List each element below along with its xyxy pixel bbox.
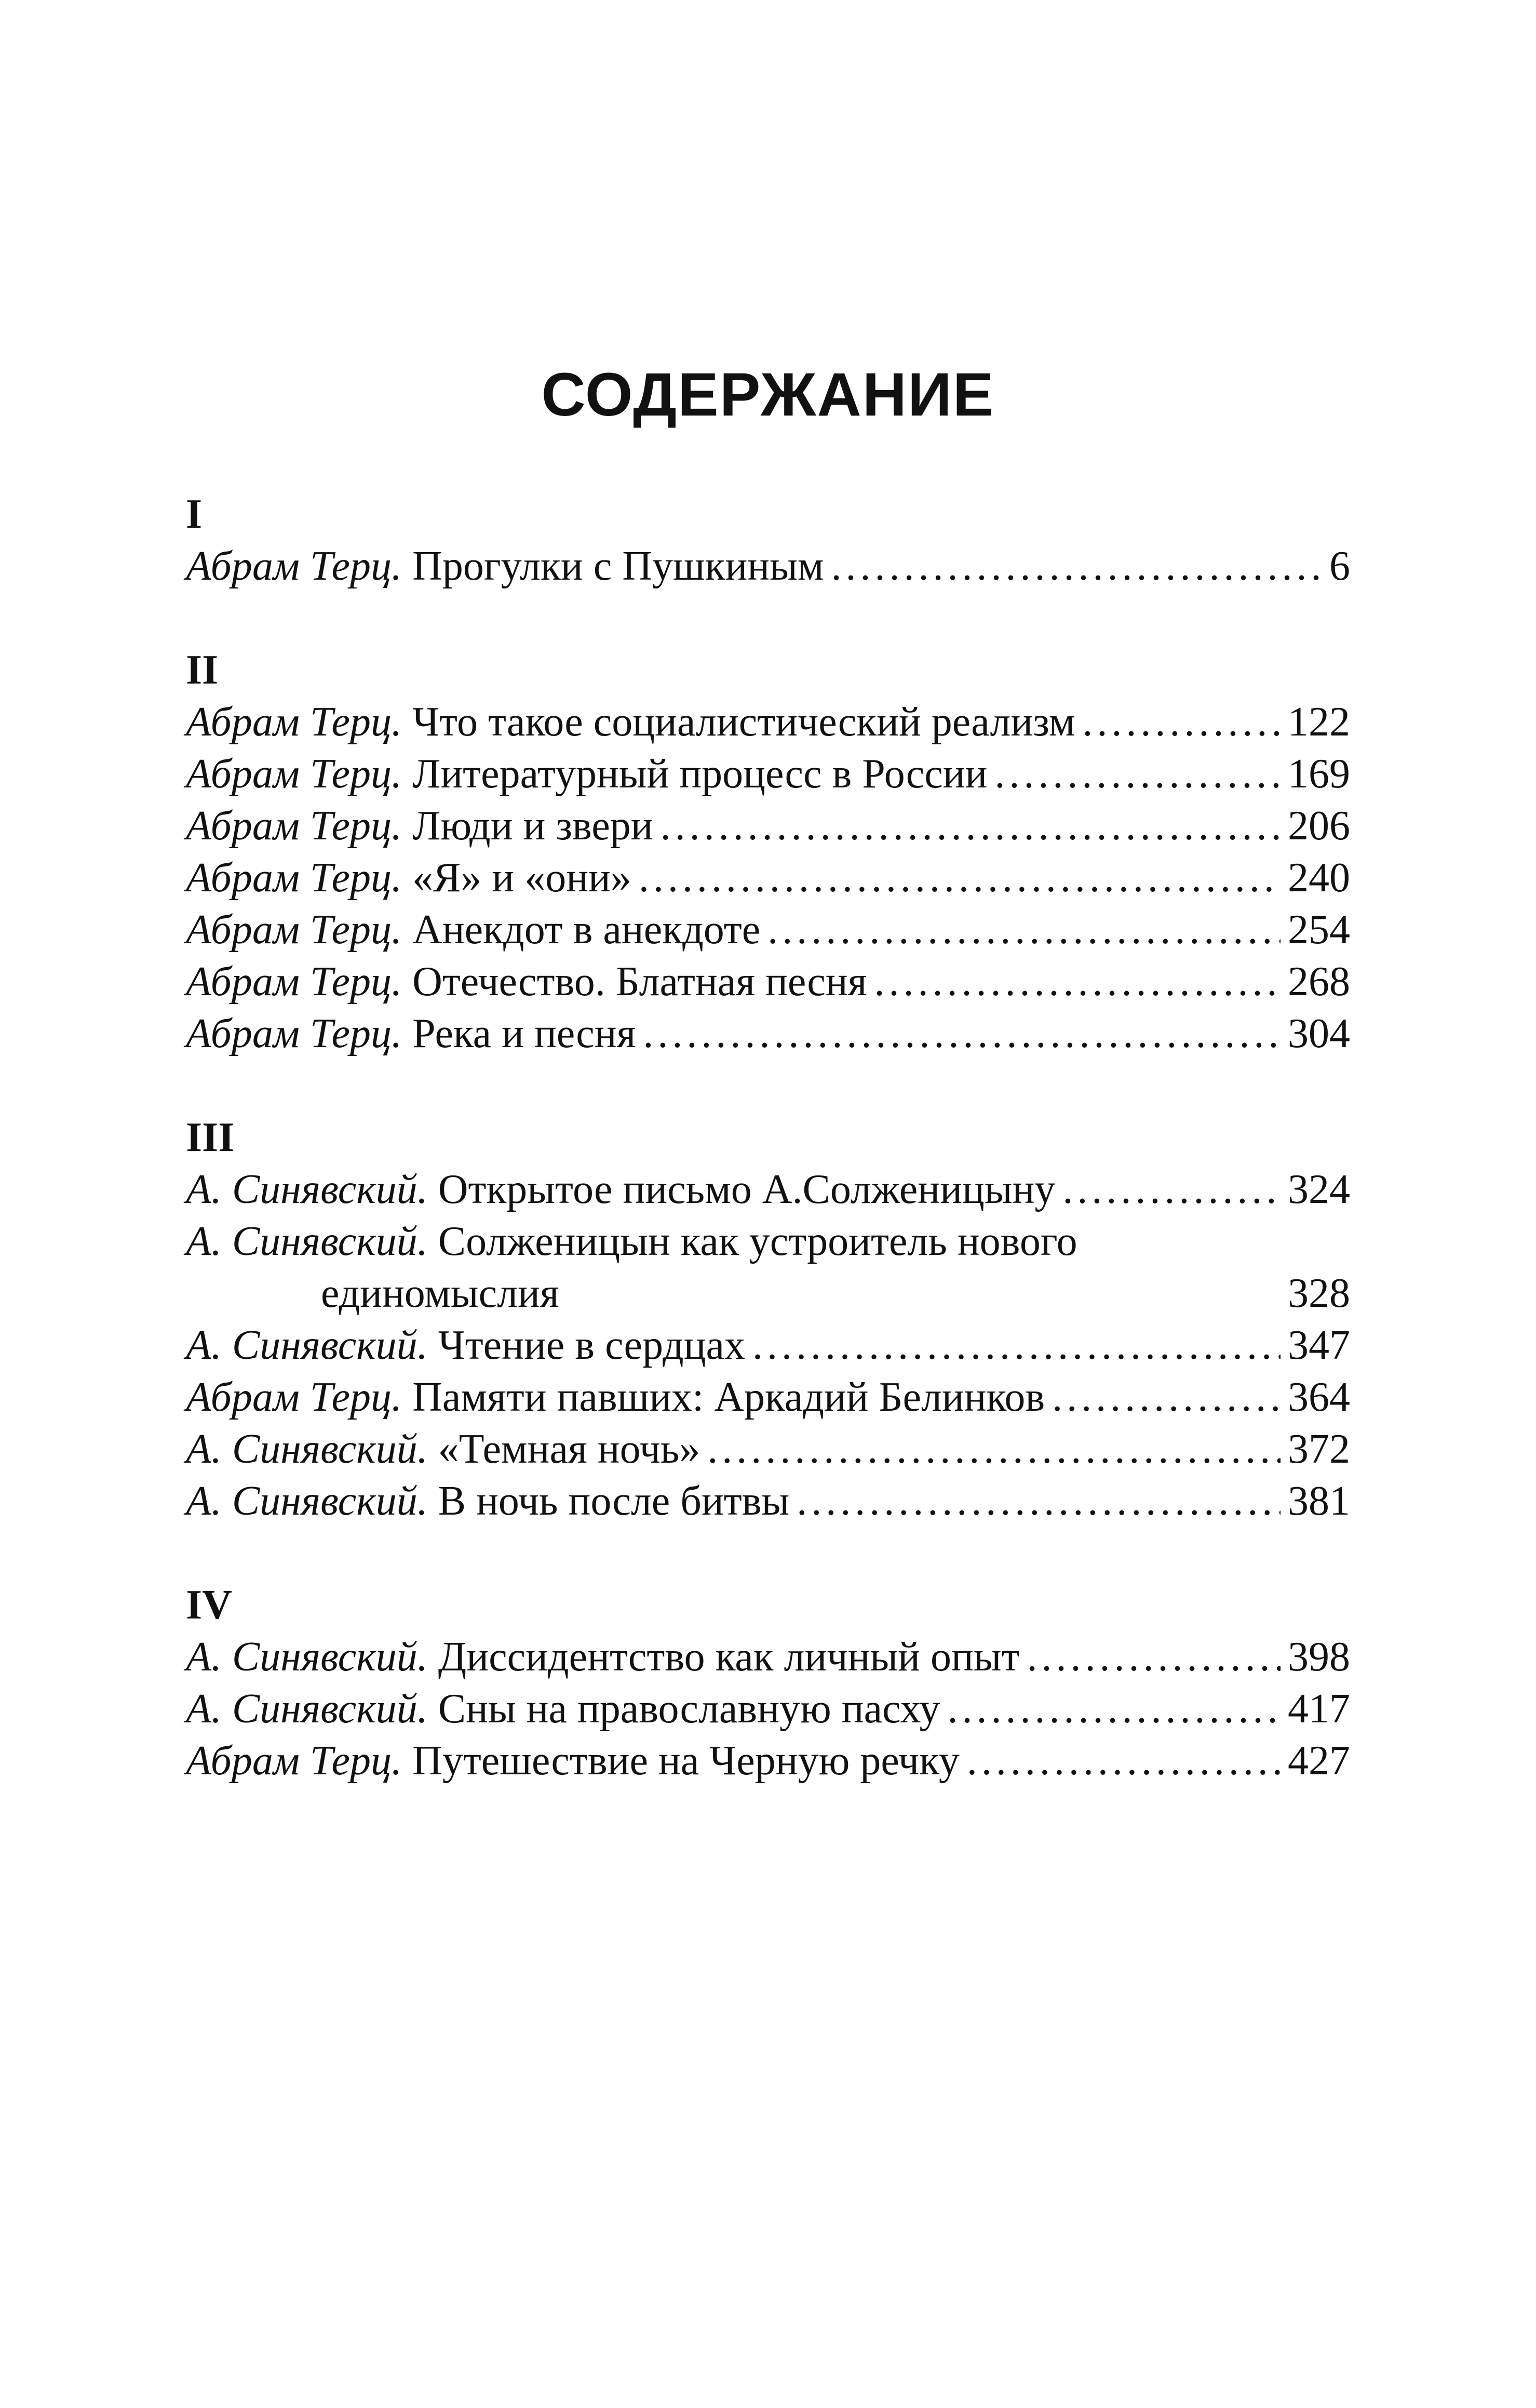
toc-section: [186, 644, 1350, 1060]
section-number: III: [186, 1115, 235, 1160]
toc-entry: [186, 1475, 1350, 1527]
entry-title: Памяти павших: Аркадий Белинков: [412, 1374, 1045, 1420]
entry-title: Что такое социалистический реализм: [412, 699, 1075, 745]
dot-leader: [639, 852, 1281, 904]
dot-leader: [967, 1735, 1281, 1787]
entry-continuation: [186, 1267, 1350, 1319]
toc-entry: [186, 852, 1350, 904]
toc-entry: [186, 1631, 1350, 1683]
entry-page: 304: [1288, 1011, 1350, 1056]
entry-title: Анекдот в анекдоте: [412, 907, 761, 953]
toc-entry: [186, 1423, 1350, 1475]
entry-author: Абрам Терц.: [186, 855, 402, 901]
toc-section: [186, 1579, 1350, 1787]
toc-entry: [186, 800, 1350, 852]
toc-entry: [186, 1735, 1350, 1787]
dot-leader: [797, 1475, 1281, 1527]
dot-leader: [948, 1683, 1281, 1735]
dot-leader: [1052, 1371, 1281, 1423]
toc-entry: [186, 1163, 1350, 1215]
dot-leader: [643, 1008, 1281, 1060]
dot-leader: [661, 800, 1281, 852]
entry-page: 381: [1288, 1478, 1350, 1524]
toc-section: [186, 1112, 1350, 1527]
entry-author: А. Синявский.: [186, 1426, 428, 1472]
dot-leader: [752, 1319, 1281, 1371]
entry-page: 324: [1288, 1167, 1350, 1212]
entry-page: 240: [1288, 855, 1350, 901]
dot-leader: [707, 1423, 1281, 1475]
entry-title: Солженицын как устроитель нового: [438, 1219, 1077, 1264]
dot-leader: [1062, 1163, 1281, 1215]
entry-title: «Я» и «они»: [412, 855, 631, 901]
entry-author: Абрам Терц.: [186, 1374, 402, 1420]
entry-title: Открытое письмо А.Солженицыну: [438, 1167, 1056, 1212]
entry-page: 328: [1288, 1270, 1350, 1316]
entry-page: 417: [1288, 1686, 1350, 1732]
toc-entry: [186, 904, 1350, 956]
toc-entry: [186, 1319, 1350, 1371]
dot-leader: [874, 956, 1281, 1008]
toc-entry: [186, 696, 1350, 748]
entry-title: В ночь после битвы: [438, 1478, 790, 1524]
toc-entry: [186, 540, 1350, 592]
entry-page: 6: [1329, 543, 1350, 589]
entry-page: 427: [1288, 1738, 1350, 1784]
entry-title: «Темная ночь»: [438, 1426, 700, 1472]
entry-title: Литературный процесс в России: [412, 751, 988, 797]
entry-page: 364: [1288, 1374, 1350, 1420]
entry-title: Люди и звери: [412, 803, 653, 849]
table-of-contents: [186, 488, 1350, 1787]
entry-author: Абрам Терц.: [186, 959, 402, 1005]
entry-title-continued: единомыслия: [321, 1270, 559, 1316]
entry-author: А. Синявский.: [186, 1322, 428, 1368]
entry-title: Река и песня: [412, 1011, 636, 1056]
entry-page: 169: [1288, 751, 1350, 797]
entry-author: А. Синявский.: [186, 1478, 428, 1524]
section-number: I: [186, 491, 203, 537]
toc-entry: [186, 1008, 1350, 1060]
entry-page: 268: [1288, 959, 1350, 1005]
entry-page: 372: [1288, 1426, 1350, 1472]
entry-page: 398: [1288, 1634, 1350, 1680]
page-title: СОДЕРЖАНИЕ: [541, 360, 995, 429]
entry-author: Абрам Терц.: [186, 751, 402, 797]
entry-author: Абрам Терц.: [186, 907, 402, 953]
toc-section: [186, 488, 1350, 592]
dot-leader: [831, 540, 1322, 592]
toc-entry: [186, 1215, 1350, 1319]
entry-author: А. Синявский.: [186, 1219, 428, 1264]
dot-leader: [994, 748, 1281, 800]
entry-title: Прогулки с Пушкиным: [412, 543, 824, 589]
entry-author: Абрам Терц.: [186, 1738, 402, 1784]
toc-entry: [186, 1683, 1350, 1735]
entry-author: А. Синявский.: [186, 1167, 428, 1212]
dot-leader: [767, 904, 1281, 956]
entry-author: Абрам Терц.: [186, 543, 402, 589]
entry-page: 254: [1288, 907, 1350, 953]
entry-page: 347: [1288, 1322, 1350, 1368]
entry-first-line: [186, 1215, 1350, 1267]
entry-author: Абрам Терц.: [186, 1011, 402, 1056]
entry-author: А. Синявский.: [186, 1686, 428, 1732]
toc-entry: [186, 748, 1350, 800]
entry-title: Чтение в сердцах: [438, 1322, 746, 1368]
toc-entry: [186, 1371, 1350, 1423]
entry-title: Отечество. Блатная песня: [412, 959, 867, 1005]
entry-page: 206: [1288, 803, 1350, 849]
entry-title: Диссидентство как личный опыт: [438, 1634, 1020, 1680]
entry-author: Абрам Терц.: [186, 803, 402, 849]
entry-title: Путешествие на Черную речку: [412, 1738, 960, 1784]
dot-leader: [1082, 696, 1281, 748]
entry-author: Абрам Терц.: [186, 699, 402, 745]
entry-author: А. Синявский.: [186, 1634, 428, 1680]
section-number: II: [186, 647, 219, 693]
toc-entry: [186, 956, 1350, 1008]
section-number: IV: [186, 1582, 232, 1628]
dot-leader: [1027, 1631, 1281, 1683]
entry-page: 122: [1288, 699, 1350, 745]
entry-title: Сны на православную пасху: [438, 1686, 940, 1732]
